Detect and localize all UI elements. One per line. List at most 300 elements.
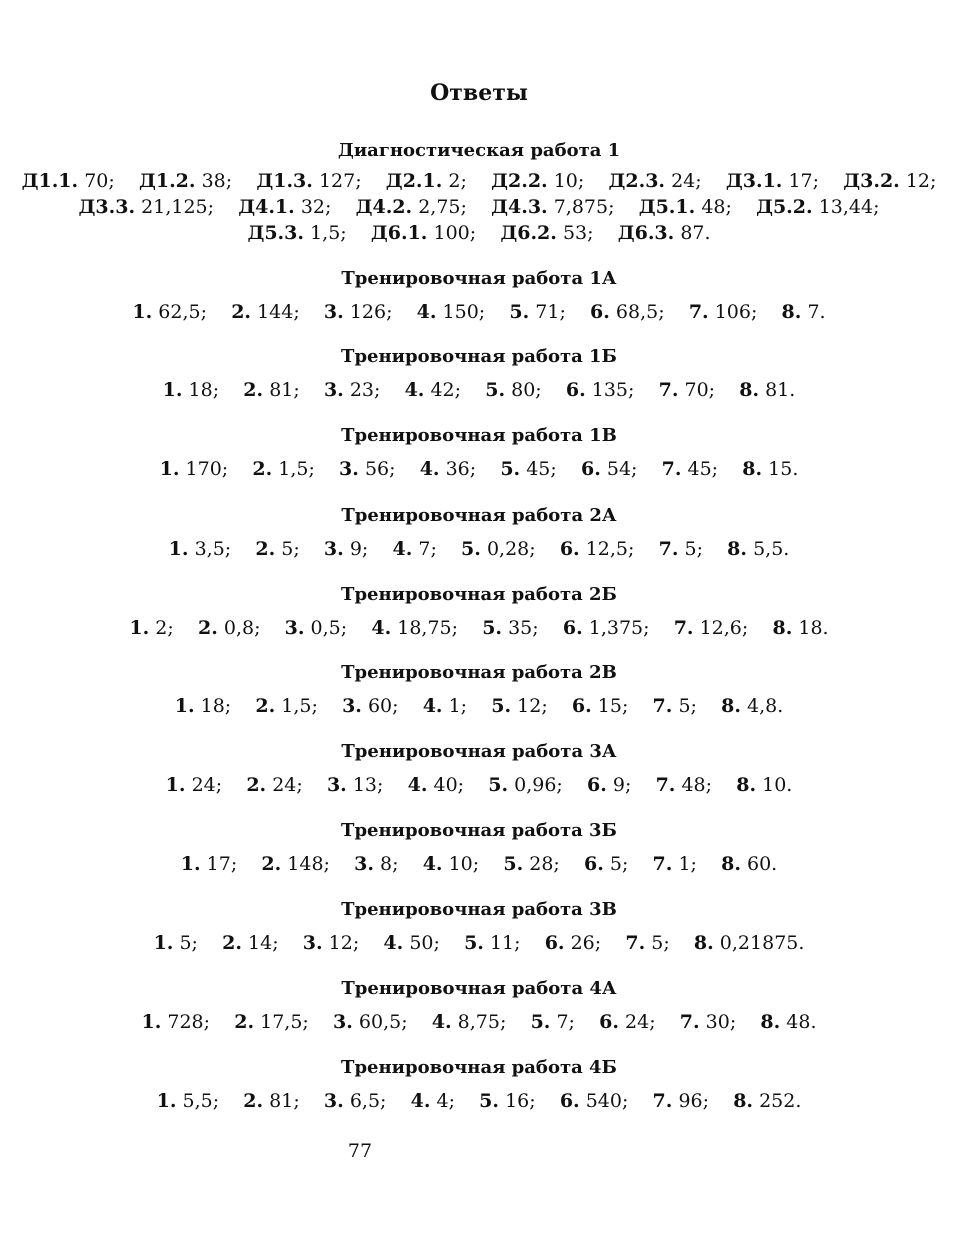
answer-value: 1,5; <box>278 458 315 480</box>
answer-item <box>181 853 237 875</box>
answer-line <box>0 168 958 194</box>
answer-value: 81. <box>765 379 796 401</box>
answer-item <box>232 170 361 192</box>
answers-block <box>0 299 958 325</box>
answer-number: 4. <box>404 379 425 401</box>
section-heading: Тренировочная работа 1А <box>341 268 617 289</box>
section-heading: Диагностическая работа 1 <box>337 140 621 161</box>
answer-value: 12; <box>905 170 937 192</box>
answer-item <box>22 170 115 192</box>
answer-value: 18. <box>798 617 829 639</box>
answer-number: 1. <box>153 932 174 954</box>
answer-number: 6. <box>565 379 586 401</box>
answer-value: 0,21875. <box>719 932 805 954</box>
answer-number: Д6.1. <box>370 222 428 244</box>
answer-value: 50; <box>409 932 440 954</box>
answer-item <box>631 774 712 796</box>
answer-number: 5. <box>479 1090 500 1112</box>
answer-value: 15. <box>768 458 799 480</box>
answer-number: 3. <box>323 1090 344 1112</box>
answer-item <box>399 695 468 717</box>
answer-number: 2. <box>255 538 276 560</box>
answer-item <box>563 774 632 796</box>
answer-value: 17,5; <box>260 1011 309 1033</box>
answer-number: 7. <box>652 1090 673 1112</box>
answer-number: 7. <box>679 1011 700 1033</box>
answer-value: 62,5; <box>158 301 208 323</box>
answer-number: 5. <box>530 1011 551 1033</box>
answer-number: 8. <box>721 853 741 875</box>
answer-number: 3. <box>326 774 347 796</box>
answer-item <box>347 617 458 639</box>
answer-number: 8. <box>733 1090 754 1112</box>
answer-value: 100; <box>433 222 477 244</box>
answer-section <box>0 741 958 798</box>
answer-item <box>819 170 936 192</box>
answer-item <box>198 932 279 954</box>
page-number: 77 <box>347 1140 373 1162</box>
answer-value: 7,875; <box>553 196 615 218</box>
answer-line <box>0 1009 958 1035</box>
answer-value: 71; <box>535 301 566 323</box>
answer-number: 8. <box>781 301 802 323</box>
answer-value: 7; <box>556 1011 575 1033</box>
section-heading: Тренировочная работа 3Б <box>341 820 617 841</box>
answer-number: 3. <box>339 458 359 480</box>
answers-block <box>0 1009 958 1035</box>
answer-number: 4. <box>419 458 440 480</box>
answer-item <box>637 458 718 480</box>
answers-block <box>0 1088 958 1114</box>
answer-section <box>0 820 958 877</box>
answer-item <box>715 379 795 401</box>
answer-item <box>656 1011 737 1033</box>
answer-value: 8; <box>380 853 399 875</box>
answer-number: Д1.3. <box>256 170 313 192</box>
answer-item <box>115 170 232 192</box>
answer-item <box>732 196 880 218</box>
answer-item <box>166 774 222 796</box>
answer-number: 2. <box>197 617 218 639</box>
answer-line <box>0 456 958 482</box>
answer-value: 81; <box>269 379 300 401</box>
answer-value: 81; <box>269 1090 300 1112</box>
answer-value: 53; <box>562 222 594 244</box>
section-heading: Тренировочная работа 3В <box>341 899 617 920</box>
answer-value: 80; <box>511 379 542 401</box>
answer-item <box>132 301 207 323</box>
answer-item <box>557 458 638 480</box>
answer-number: 2. <box>243 379 264 401</box>
section-heading: Тренировочная работа 2Б <box>341 584 617 605</box>
answer-item <box>628 853 697 875</box>
answer-value: 5; <box>684 538 703 560</box>
answer-item <box>219 1090 300 1112</box>
answer-value: 96; <box>678 1090 710 1112</box>
answer-value: 5; <box>281 538 300 560</box>
answer-number: 7. <box>655 774 676 796</box>
answer-number: Д2.1. <box>385 170 443 192</box>
answer-value: 54; <box>606 458 638 480</box>
answer-item <box>697 695 783 717</box>
answer-number: 8. <box>742 458 763 480</box>
answer-section <box>0 1057 958 1114</box>
answer-number: 1. <box>162 379 183 401</box>
answer-item <box>318 695 399 717</box>
answer-number: 5. <box>485 379 506 401</box>
answer-item <box>575 1011 656 1033</box>
answer-item <box>362 170 467 192</box>
answer-section <box>0 268 958 325</box>
answer-value: 70; <box>684 379 716 401</box>
answer-number: 4. <box>410 1090 431 1112</box>
answer-item <box>634 379 715 401</box>
answer-number: Д2.3. <box>608 170 666 192</box>
answer-number: 6. <box>571 695 592 717</box>
answer-value: 68,5; <box>615 301 665 323</box>
answer-value: 87. <box>680 222 711 244</box>
answer-item <box>594 222 711 244</box>
answer-number: Д4.2. <box>355 196 413 218</box>
answer-number: 2. <box>246 774 267 796</box>
answer-item <box>521 932 602 954</box>
answer-value: 7; <box>418 538 437 560</box>
answer-item <box>467 695 548 717</box>
answer-number: 7. <box>688 301 709 323</box>
answer-number: Д4.1. <box>238 196 295 218</box>
answer-item <box>392 301 485 323</box>
answer-number: 6. <box>559 538 580 560</box>
answer-section <box>0 425 958 482</box>
answer-item <box>461 379 542 401</box>
answers-block <box>0 851 958 877</box>
answer-item <box>175 695 231 717</box>
answer-value: 28; <box>529 853 560 875</box>
answer-value: 24; <box>272 774 303 796</box>
answer-number: 3. <box>323 301 344 323</box>
answer-item <box>584 170 701 192</box>
answer-value: 40; <box>433 774 465 796</box>
answer-value: 106; <box>714 301 758 323</box>
answer-value: 2; <box>155 617 174 639</box>
answer-item <box>383 774 464 796</box>
answer-number: 2. <box>261 853 282 875</box>
page-title: Ответы <box>430 80 528 106</box>
answer-value: 1,375; <box>588 617 650 639</box>
answer-item <box>634 538 703 560</box>
answer-value: 0,28; <box>486 538 536 560</box>
answer-number: 4. <box>383 932 404 954</box>
answer-number: 5. <box>461 538 481 560</box>
answer-item <box>279 932 360 954</box>
answer-item <box>566 301 665 323</box>
answer-section <box>0 978 958 1035</box>
answer-item <box>536 538 635 560</box>
answer-item <box>231 538 300 560</box>
section-heading: Тренировочная работа 1В <box>341 425 617 446</box>
answer-value: 60. <box>747 853 778 875</box>
answer-item <box>231 695 318 717</box>
answer-item <box>210 1011 309 1033</box>
answer-value: 6,5; <box>349 1090 387 1112</box>
answer-number: 5. <box>491 695 512 717</box>
section-heading: Тренировочная работа 3А <box>341 741 617 762</box>
answer-item <box>628 695 697 717</box>
answer-number: 4. <box>392 538 413 560</box>
answer-value: 15; <box>597 695 629 717</box>
answer-value: 70; <box>84 170 115 192</box>
answer-number: 7. <box>658 379 679 401</box>
answer-item <box>347 222 476 244</box>
answer-number: 1. <box>180 853 201 875</box>
answer-item <box>260 617 347 639</box>
answer-value: 540; <box>585 1090 629 1112</box>
answer-value: 36; <box>445 458 477 480</box>
answer-number: 5. <box>509 301 530 323</box>
answer-number: 6. <box>590 301 610 323</box>
answer-line <box>0 536 958 562</box>
answer-item <box>464 774 563 796</box>
answer-number: 2. <box>234 1011 255 1033</box>
answer-line <box>0 194 958 220</box>
answer-number: 7. <box>652 853 673 875</box>
answer-number: 6. <box>544 932 565 954</box>
answer-value: 12,5; <box>585 538 635 560</box>
answer-number: 1. <box>132 301 153 323</box>
answer-value: 12; <box>328 932 360 954</box>
answer-value: 1,5; <box>281 695 318 717</box>
answer-number: 7. <box>658 538 679 560</box>
answer-number: Д5.3. <box>247 222 305 244</box>
answer-number: Д5.2. <box>756 196 813 218</box>
answer-section <box>0 899 958 956</box>
answer-number: 2. <box>222 932 242 954</box>
answer-item <box>157 1090 220 1112</box>
answer-value: 60,5; <box>358 1011 408 1033</box>
answer-item <box>718 458 798 480</box>
answer-value: 252. <box>759 1090 802 1112</box>
answer-value: 32; <box>300 196 332 218</box>
answer-value: 12; <box>517 695 548 717</box>
answer-section <box>0 140 958 246</box>
answer-item <box>368 538 437 560</box>
answer-item <box>703 538 789 560</box>
answer-number: 2. <box>255 695 276 717</box>
answer-number: 3. <box>323 538 344 560</box>
answer-item <box>315 458 396 480</box>
answer-item <box>670 932 805 954</box>
answer-item <box>665 301 758 323</box>
answer-item <box>330 853 399 875</box>
answer-number: 5. <box>482 617 503 639</box>
answer-value: 17; <box>206 853 238 875</box>
answer-value: 60; <box>367 695 399 717</box>
answer-value: 30; <box>705 1011 737 1033</box>
answer-number: 5. <box>503 853 524 875</box>
answer-number: 5. <box>500 458 521 480</box>
answer-item <box>697 853 777 875</box>
answer-item <box>169 538 232 560</box>
section-heading: Тренировочная работа 4Б <box>341 1057 617 1078</box>
answer-value: 127; <box>318 170 362 192</box>
answer-number: 8. <box>721 695 741 717</box>
answer-item <box>467 170 584 192</box>
answer-number: 2. <box>252 458 273 480</box>
answer-number: 6. <box>583 853 604 875</box>
answer-item <box>300 538 369 560</box>
answer-line <box>0 1088 958 1114</box>
answer-number: Д6.3. <box>617 222 675 244</box>
answer-number: 4. <box>371 617 392 639</box>
answers-block <box>0 693 958 719</box>
answer-item <box>601 932 670 954</box>
answer-item <box>458 617 539 639</box>
answer-number: 5. <box>488 774 509 796</box>
answers-block <box>0 536 958 562</box>
answer-item <box>141 1011 210 1033</box>
answer-number: 8. <box>736 774 757 796</box>
answer-item <box>300 1090 387 1112</box>
answer-item <box>160 458 229 480</box>
answer-number: 4. <box>422 853 443 875</box>
answer-line <box>0 772 958 798</box>
answers-block <box>0 930 958 956</box>
answer-number: Д1.2. <box>138 170 196 192</box>
answer-value: 5; <box>651 932 670 954</box>
answer-value: 126; <box>349 301 393 323</box>
answer-number: Д6.2. <box>500 222 557 244</box>
answer-item <box>163 379 219 401</box>
answer-value: 18; <box>188 379 220 401</box>
answer-value: 35; <box>508 617 539 639</box>
answer-item <box>440 932 521 954</box>
answer-number: 4. <box>407 774 428 796</box>
answer-number: 8. <box>727 538 748 560</box>
answer-number: 3. <box>302 932 323 954</box>
answer-value: 26; <box>570 932 602 954</box>
answer-value: 170; <box>185 458 229 480</box>
answer-number: 6. <box>599 1011 619 1033</box>
answer-number: 3. <box>354 853 374 875</box>
answer-item <box>237 853 330 875</box>
answer-value: 24; <box>625 1011 656 1033</box>
answer-line <box>0 851 958 877</box>
answer-number: 3. <box>323 379 344 401</box>
answer-value: 4,8. <box>747 695 784 717</box>
answer-item <box>396 458 477 480</box>
answer-value: 4; <box>436 1090 455 1112</box>
answer-value: 135; <box>591 379 635 401</box>
answer-value: 18; <box>200 695 232 717</box>
answer-line <box>0 693 958 719</box>
answer-item <box>300 379 381 401</box>
answer-value: 150; <box>442 301 486 323</box>
answer-item <box>455 1090 536 1112</box>
answer-item <box>154 932 198 954</box>
answer-line <box>0 299 958 325</box>
answer-value: 12,6; <box>699 617 749 639</box>
answers-block <box>0 456 958 482</box>
answer-number: 4. <box>422 695 443 717</box>
answer-item <box>467 196 615 218</box>
answer-item <box>650 617 749 639</box>
answer-item <box>506 1011 575 1033</box>
answer-value: 48. <box>786 1011 817 1033</box>
answer-item <box>476 458 557 480</box>
answer-number: 7. <box>661 458 682 480</box>
answer-value: 16; <box>505 1090 536 1112</box>
answer-item <box>408 1011 507 1033</box>
answer-value: 56; <box>364 458 396 480</box>
answer-number: Д3.1. <box>725 170 783 192</box>
answer-line <box>0 930 958 956</box>
answer-value: 9; <box>612 774 632 796</box>
answer-item <box>712 774 792 796</box>
answer-number: 3. <box>342 695 362 717</box>
answer-item <box>79 196 215 218</box>
answer-number: 8. <box>693 932 714 954</box>
answer-number: Д4.3. <box>491 196 548 218</box>
answer-value: 14; <box>248 932 279 954</box>
answer-number: Д5.1. <box>638 196 696 218</box>
answer-value: 13; <box>352 774 384 796</box>
answer-value: 24; <box>671 170 702 192</box>
section-heading: Тренировочная работа 4А <box>341 978 617 999</box>
answer-value: 1; <box>678 853 697 875</box>
answer-item <box>485 301 566 323</box>
answer-item <box>548 695 629 717</box>
answer-number: 5. <box>464 932 484 954</box>
answer-item <box>757 301 825 323</box>
answer-item <box>479 853 560 875</box>
answer-item <box>247 222 346 244</box>
answer-value: 24; <box>191 774 223 796</box>
answer-value: 2; <box>448 170 467 192</box>
answer-number: 1. <box>129 617 150 639</box>
answer-number: 6. <box>587 774 607 796</box>
answer-section <box>0 505 958 562</box>
answer-number: 1. <box>165 774 186 796</box>
answer-number: 8. <box>772 617 793 639</box>
answers-block <box>0 168 958 246</box>
answer-value: 3,5; <box>194 538 232 560</box>
answer-value: 17; <box>788 170 820 192</box>
answer-section <box>0 662 958 719</box>
answer-number: 8. <box>739 379 760 401</box>
answer-value: 728; <box>167 1011 211 1033</box>
answer-item <box>386 1090 455 1112</box>
answers-block <box>0 615 958 641</box>
answer-item <box>214 196 331 218</box>
answer-value: 1,5; <box>310 222 347 244</box>
answer-number: 6. <box>559 1090 580 1112</box>
answers-block <box>0 377 958 403</box>
answer-value: 10. <box>762 774 793 796</box>
answer-item <box>228 458 315 480</box>
answer-number: 6. <box>562 617 583 639</box>
answer-item <box>702 170 819 192</box>
answer-item <box>331 196 467 218</box>
answer-number: 1. <box>141 1011 162 1033</box>
answer-number: 7. <box>652 695 673 717</box>
answer-section <box>0 346 958 403</box>
answer-number: Д3.2. <box>843 170 900 192</box>
answer-item <box>129 617 173 639</box>
answer-value: 1; <box>448 695 468 717</box>
answer-value: 42; <box>430 379 462 401</box>
answer-value: 23; <box>349 379 381 401</box>
answer-value: 48; <box>701 196 732 218</box>
